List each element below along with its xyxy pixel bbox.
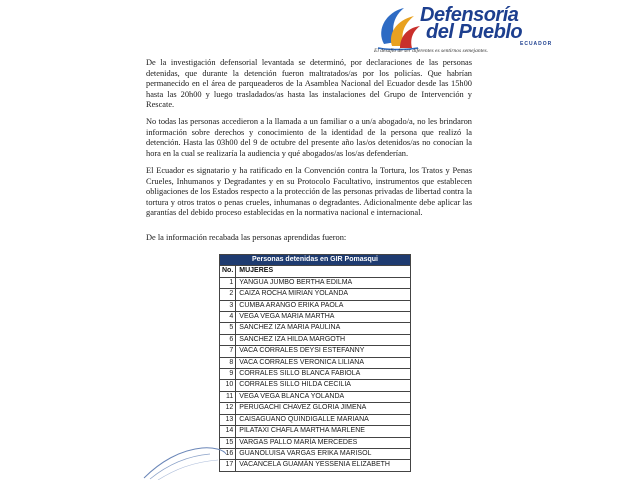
row-number: 15 — [220, 437, 236, 448]
table-row — [220, 277, 411, 288]
table-row — [220, 334, 411, 345]
detainee-name: SANCHEZ IZA HILDA MARGOTH — [236, 334, 411, 345]
table-row — [220, 357, 411, 368]
paragraph-rights: No todas las personas accedieron a la llamada a un familiar o a un/a abogado/a, no les brindaron información sobre derechos y conocimiento de la identidad de la persona que realizó la detención. Hasta las 03h00 del 9 de octubre del presente año las/os detenidos/as no conocían la hora en la cual se realizaría la audiencia y qué abogados/as los/as defenderían. — [146, 117, 472, 158]
detainee-name: GUANOLUISA VARGAS ERIKA MARISOL — [236, 448, 411, 459]
table-row — [220, 369, 411, 380]
detainee-name: VACA CORRALES DEYSI ESTEFANNY — [236, 346, 411, 357]
row-number: 3 — [220, 300, 236, 311]
table-title: Personas detenidas en GIR Pomasqui — [220, 255, 411, 266]
signature-swirl-icon — [140, 442, 230, 480]
row-number: 9 — [220, 369, 236, 380]
logo-tagline: El desafío de ser diferentes es sentirnos semejantes. — [374, 48, 489, 54]
row-number: 2 — [220, 289, 236, 300]
logo-title-line2: del Pueblo — [426, 21, 523, 43]
row-number: 7 — [220, 346, 236, 357]
detainee-name: CORRALES SILLO BLANCA FABIOLA — [236, 369, 411, 380]
detainee-name: VARGAS PALLO MARÍA MERCEDES — [236, 437, 411, 448]
table-row — [220, 437, 411, 448]
column-header-group: MUJERES — [236, 266, 411, 277]
logo-title-line1: Defensoría — [420, 4, 519, 26]
table-row — [220, 380, 411, 391]
detainee-name: SANCHEZ IZA MARIA PAULINA — [236, 323, 411, 334]
institution-logo — [370, 4, 632, 56]
row-number: 17 — [220, 460, 236, 471]
detainee-name: PILATAXI CHAFLA MARTHA MARLENE — [236, 426, 411, 437]
row-number: 12 — [220, 403, 236, 414]
table-row — [220, 346, 411, 357]
table-body — [220, 277, 411, 471]
row-number: 16 — [220, 448, 236, 459]
paragraph-convention: El Ecuador es signatario y ha ratificado en la Convención contra la Tortura, los Tratos y Penas Crueles, Inhumanos y Degradantes y en su Protocolo Facultativo, instrumentos que establecen obligaciones de los Estados respecto a la protección de las personas privadas de libertad contra la tortura y otros tratos o penas crueles, inhumanas o degradantes. Adicionalmente debe aplicar las garantías del debido proceso establecidas en la normativa nacional e internacional. — [146, 166, 472, 218]
detainee-name: VEGA VEGA BLANCA YOLANDA — [236, 391, 411, 402]
detainee-name: CORRALES SILLO HILDA CECILIA — [236, 380, 411, 391]
paragraph-investigation: De la investigación defensorial levantada se determinó, por declaraciones de las personas detenidas, que durante la detención fueron maltratados/as por los policías. Que habrían permanecido en el área de parqueaderos de la Asamblea Nacional del Ecuador desde las 15h00 hasta las 20h00 y luego trasladados/as hasta las instalaciones del Grupo de Intervención y Rescate. — [146, 58, 472, 110]
detainee-name: VEGA VEGA MARIA MARTHA — [236, 312, 411, 323]
row-number: 4 — [220, 312, 236, 323]
detainee-name: VACA CORRALES VERONICA LILIANA — [236, 357, 411, 368]
column-header-number: No. — [220, 266, 236, 277]
table-row — [220, 289, 411, 300]
detainee-name: CAIZA ROCHA MIRIAN YOLANDA — [236, 289, 411, 300]
table-row — [220, 426, 411, 437]
table-row — [220, 414, 411, 425]
logo-emblem-icon — [370, 4, 422, 54]
row-number: 1 — [220, 277, 236, 288]
detainee-name: PERUGACHI CHAVEZ GLORIA JIMENA — [236, 403, 411, 414]
row-number: 13 — [220, 414, 236, 425]
table-row — [220, 300, 411, 311]
paragraph-list-intro: De la información recabada las personas aprendidas fueron: — [146, 233, 347, 242]
detainee-name: CAISAGUANO QUINDIGALLE MARIANA — [236, 414, 411, 425]
table-row — [220, 312, 411, 323]
table-row — [220, 448, 411, 459]
row-number: 11 — [220, 391, 236, 402]
row-number: 5 — [220, 323, 236, 334]
logo-country: ECUADOR — [520, 41, 553, 47]
row-number: 14 — [220, 426, 236, 437]
row-number: 6 — [220, 334, 236, 345]
table-row — [220, 403, 411, 414]
detainees-table — [219, 254, 411, 472]
detainee-name: VACANCELA GUAMÁN YESSENIA ELIZABETH — [236, 460, 411, 471]
row-number: 8 — [220, 357, 236, 368]
table-row — [220, 323, 411, 334]
table-row — [220, 391, 411, 402]
table-row — [220, 460, 411, 471]
detainee-name: YANGUA JUMBO BERTHA EDILMA — [236, 277, 411, 288]
row-number: 10 — [220, 380, 236, 391]
detainee-name: CUMBA ARANGO ERIKA PAOLA — [236, 300, 411, 311]
